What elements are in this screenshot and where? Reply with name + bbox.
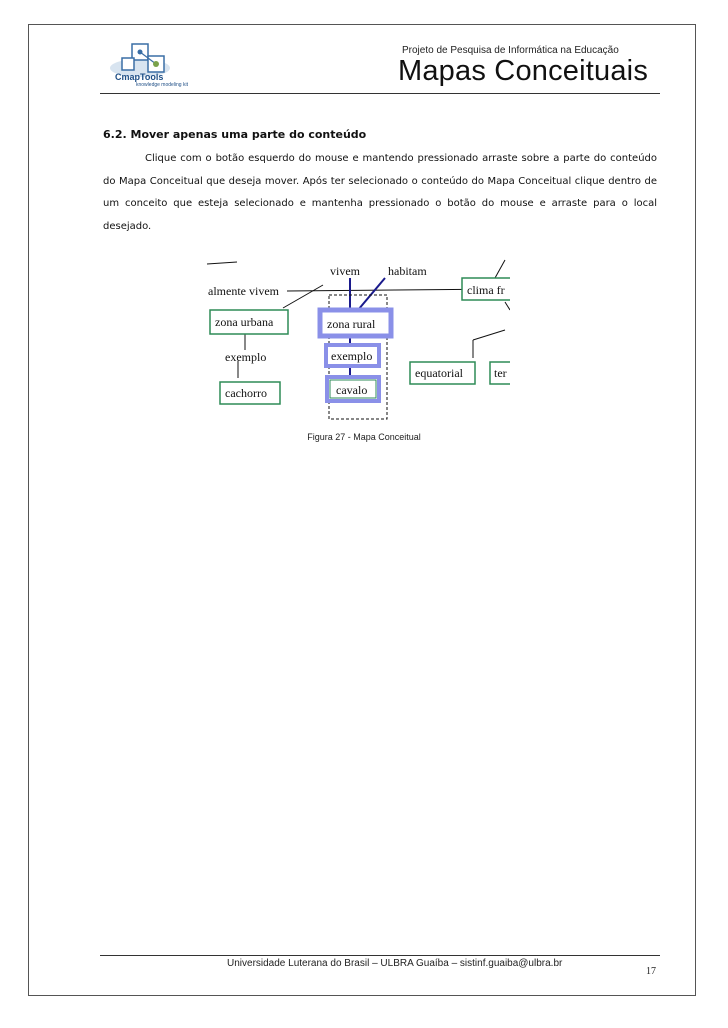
footer-divider <box>100 955 660 956</box>
logo-wordmark: CmapTools <box>115 72 164 82</box>
concept-ter[interactable]: ter <box>494 366 507 380</box>
header-subtitle: Projeto de Pesquisa de Informática na Educação <box>402 45 619 56</box>
footer-text: Universidade Luterana do Brasil – ULBRA Guaíba – sistinf.guaiba@ulbra.br <box>227 958 563 969</box>
figure-caption: Figura 27 - Mapa Conceitual <box>307 432 421 442</box>
concept-zona-rural[interactable]: zona rural <box>327 317 376 331</box>
link-label-exemplo: exemplo <box>225 350 267 364</box>
link-label-exemplo-selected[interactable]: exemplo <box>331 349 373 363</box>
concept-equatorial[interactable]: equatorial <box>415 366 463 380</box>
link-label-vivem: vivem <box>330 264 360 278</box>
header-title: Mapas Conceituais <box>398 55 649 87</box>
concept-zona-urbana[interactable]: zona urbana <box>215 315 274 329</box>
concept-cavalo[interactable]: cavalo <box>336 383 368 397</box>
section-title: 6.2. Mover apenas uma parte do conteúdo <box>103 128 367 141</box>
page-number: 17 <box>646 966 656 977</box>
header-divider <box>100 93 660 94</box>
concept-clima[interactable]: clima fr <box>467 283 505 297</box>
section-paragraph <box>103 148 657 238</box>
concept-cachorro[interactable]: cachorro <box>225 386 267 400</box>
concept-map-figure <box>205 258 510 423</box>
paragraph-text: Clique com o botão esquerdo do mouse e mantendo pressionado arraste sobre a parte do conteúdo do Mapa Conceitual que deseja mover. Após ter selecionado o conteúdo do Mapa Conceitual clique dentro de um conceito que esteja selecionado e mantenha pressionado o botão do mouse e arraste para o local desejado. <box>103 153 657 232</box>
link-label-almente-vivem: almente vivem <box>208 284 279 298</box>
link-label-habitam: habitam <box>388 264 427 278</box>
logo-tagline: knowledge modeling kit <box>136 82 188 88</box>
